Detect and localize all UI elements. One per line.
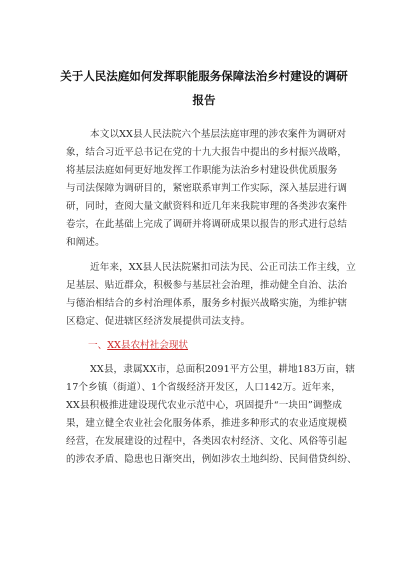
section-heading [88, 339, 188, 352]
paragraph-2-line: 近年来，XX县人民法院紧扣司法为民、公正司法工作主线，立 [90, 262, 356, 273]
paragraph-1-line: 和阐述。 [66, 237, 105, 248]
paragraph-1-line: 象，结合习近平总书记在党的十九大报告中提出的乡村振兴战略， [66, 147, 348, 158]
paragraph-3-line: 经营，在发展建设的过程中，各类因农村经济、文化、风俗等引起 [66, 436, 348, 447]
paragraph-3-line: 17个乡镇（街道）、1个省级经济开发区，人口142万。近年来， [66, 382, 341, 393]
paragraph-3-line: XX县积极推进建设现代农业示范中心，巩固提升“一块田”调整成 [66, 400, 342, 411]
section-heading-text: XX县农村社会现状 [107, 340, 189, 351]
paragraph-1-line: 与司法保障为调研目的，紧密联系审判工作实际，深入基层进行调 [66, 183, 348, 194]
paragraph-2-line: 足基层、贴近群众，积极参与基层社会治理，推动健全自治、法治 [66, 280, 348, 291]
paragraph-1-line: 将基层法庭如何更好地发挥工作职能为法治乡村建设供优质服务 [66, 165, 338, 176]
document-title-line-1: 关于人民法庭如何发挥职能服务保障法治乡村建设的调研 [60, 69, 348, 83]
paragraph-2-line: 与德治相结合的乡村治理体系，服务乡村振兴战略实施，为维护辖 [66, 298, 348, 309]
paragraph-1-line: 卷宗，在此基础上完成了调研并将调研成果以报告的形式进行总结 [66, 219, 348, 230]
paragraph-1-line: 本文以XX县人民法院六个基层法庭审理的涉农案件为调研对 [90, 129, 347, 140]
paragraph-3-line: 的涉农矛盾、隐患也日渐突出，例如涉农土地纠纷、民间借贷纠纷、 [66, 454, 357, 465]
paragraph-2-line: 区稳定、促进辖区经济发展提供司法支持。 [66, 316, 251, 327]
paragraph-1-line: 研，同时，查阅大量文献资料和近几年来我院审理的各类涉农案件 [66, 201, 348, 212]
paragraph-3-line: 果，建立健全农业社会化服务体系，推进多种形式的农业适度规模 [66, 418, 348, 429]
section-heading-number: 一、 [88, 340, 108, 351]
paragraph-3-line: XX县，隶属XX市，总面积2091平方公里，耕地183万亩，辖 [90, 364, 356, 375]
document-title-line-2: 报告 [192, 93, 216, 107]
